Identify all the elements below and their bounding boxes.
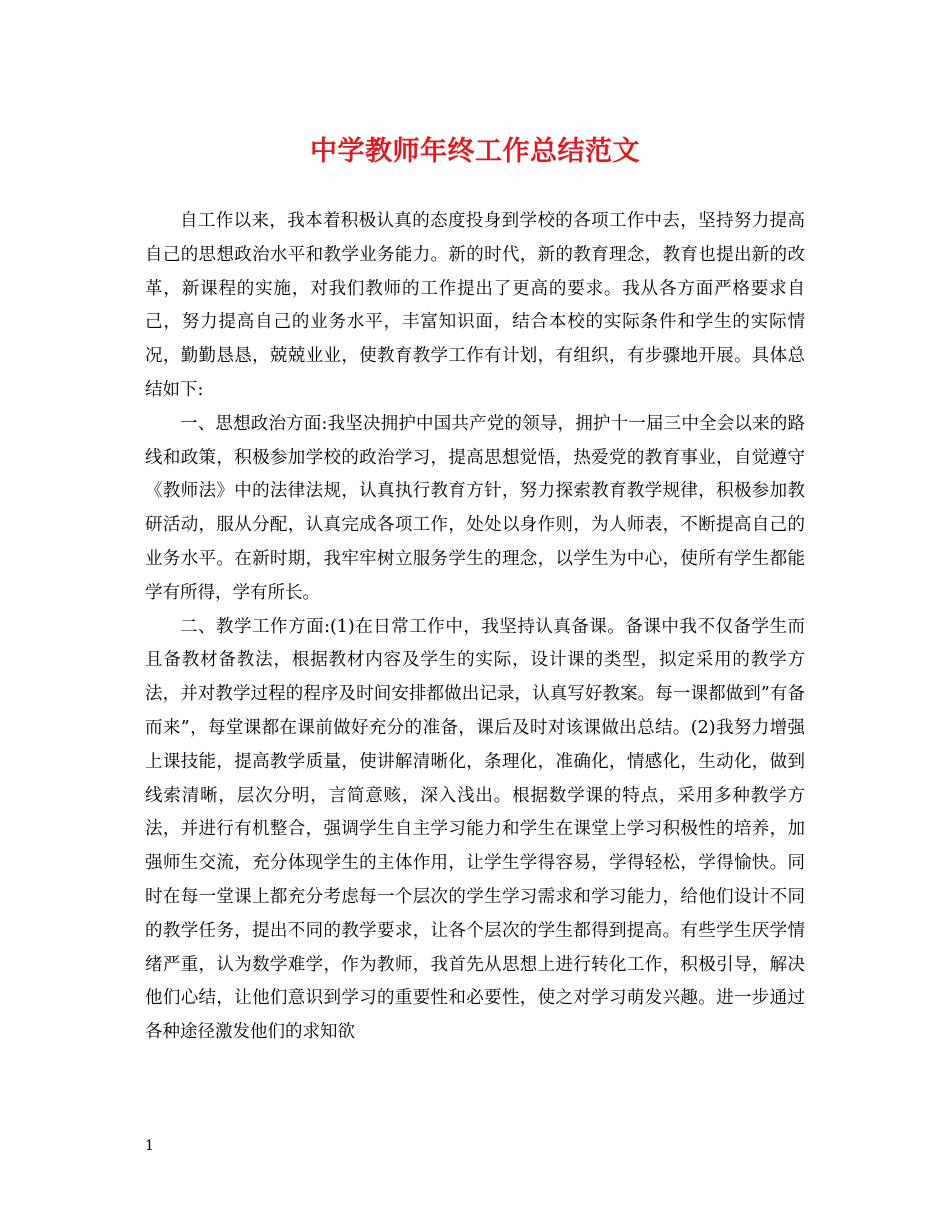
- paragraph-intro: 自工作以来，我本着积极认真的态度投身到学校的各项工作中去，坚持努力提高自己的思想政治水平和教学业务能力。新的时代，新的教育理念，教育也提出新的改革，新课程的实施，对我们教师的工作提出了更高的要求。我从各方面严格要求自己，努力提高自己的业务水平，丰富知识面，结合本校的实际条件和学生的实际情况，勤勤恳恳，兢兢业业，使教育教学工作有计划，有组织，有步骤地开展。具体总结如下:: [145, 211, 805, 400]
- document-body: [145, 205, 805, 1050]
- paragraph-political: 一、思想政治方面:我坚决拥护中国共产党的领导，拥护十一届三中全会以来的路线和政策，积极参加学校的政治学习，提高思想觉悟，热爱党的教育事业，自觉遵守《教师法》中的法律法规，认真执行教育方针，努力探索教育教学规律，积极参加教研活动，服从分配，认真完成各项工作，处处以身作则，为人师表，不断提高自己的业务水平。在新时期，我牢牢树立服务学生的理念，以学生为中心，使所有学生都能学有所得，学有所长。: [145, 413, 805, 603]
- paragraph-teaching: 二、教学工作方面:(1)在日常工作中，我坚持认真备课。备课中我不仅备学生而且备教材备教法，根据教材内容及学生的实际，设计课的类型，拟定采用的教学方法，并对教学过程的程序及时间安排都做出记录，认真写好教案。每一课都做到”有备而来”，每堂课都在课前做好充分的准备，课后及时对该课做出总结。(2)我努力增强上课技能，提高教学质量，使讲解清晰化，条理化，准确化，情感化，生动化，做到线索清晰，层次分明，言简意赅，深入浅出。根据数学课的特点，采用多种教学方法，并进行有机整合，强调学生自主学习能力和学生在课堂上学习积极性的培养，加强师生交流，充分体现学生的主体作用，让学生学得容易，学得轻松，学得愉快。同时在每一堂课上都充分考虑每一个层次的学生学习需求和学习能力，给他们设计不同的教学任务，提出不同的教学要求，让各个层次的学生都得到提高。有些学生厌学情绪严重，认为数学难学，作为教师，我首先从思想上进行转化工作，积极引导，解决他们心结，让他们意识到学习的重要性和必要性，使之对学习萌发兴趣。进一步通过各种途径激发他们的求知欲: [145, 616, 805, 1043]
- page-number: 1: [145, 1138, 154, 1154]
- document-title: 中学教师年终工作总结范文: [310, 136, 640, 167]
